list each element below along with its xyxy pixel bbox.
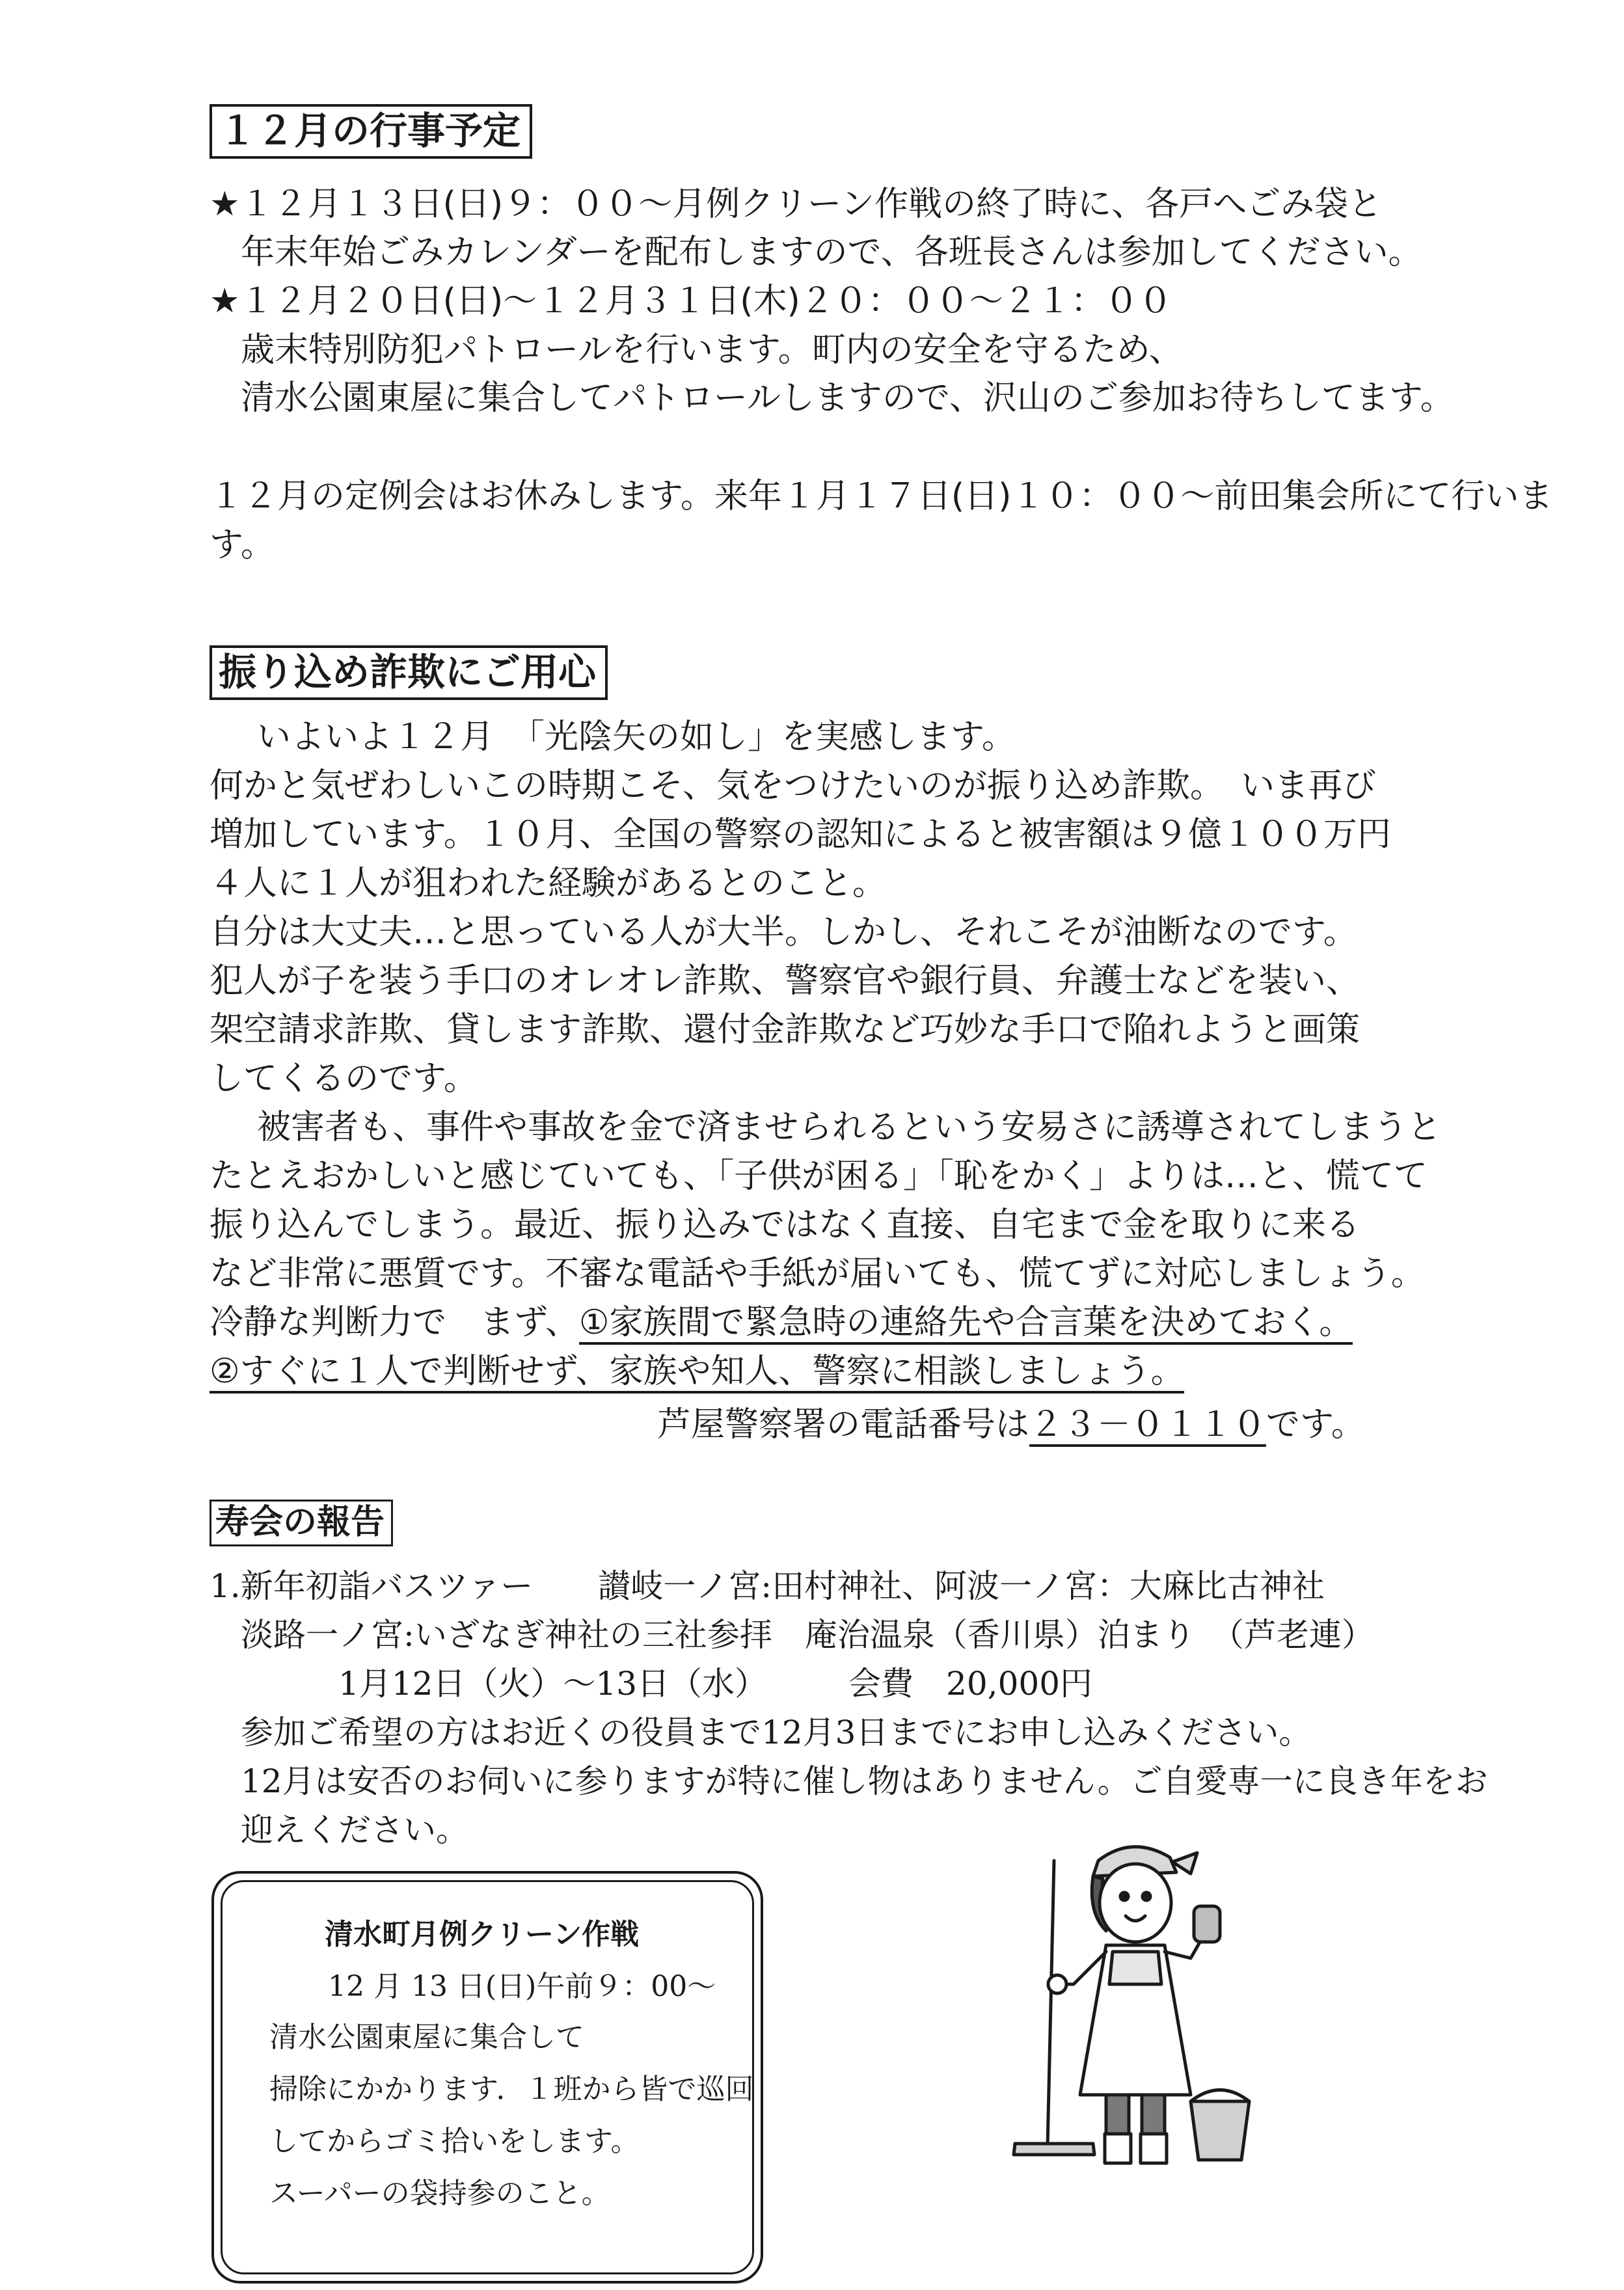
kotobuki-line-6: 迎えください。 [241,1811,468,1849]
events-line-1: ★１２月１３日(日)９：００～月例クリーン作戦の終了時に、各戸へごみ袋と [210,185,1383,224]
police-phone-number: ２３－０１１０ [1029,1405,1266,1447]
meeting-line-2: す。 [210,526,275,565]
events-line-3: ★１２月２０日(日)～１２月３１日(木)２０：００～２１：００ [210,282,1172,321]
fraud-line-4: ４人に１人が狙われた経験があるとのこと。 [210,864,887,903]
cleanup-date: 12 月 13 日(日)午前９：00～ [328,1970,716,2003]
fraud-line-6: 犯人が子を装う手口のオレオレ詐欺、警察官や銀行員、弁護士などを装い、 [210,962,1360,1001]
eye-left [1120,1893,1128,1900]
police-prefix: 芦屋警察署の電話番号は [657,1405,1030,1444]
mop-handle [1048,1861,1054,2147]
cleanup-line-3: してからゴミ拾いをします。 [269,2125,640,2158]
fraud-line-3: 増加しています。１０月、全国の警察の認知によると被害額は９億１００万円 [210,815,1391,854]
kotobuki-line-4: 参加ご希望の方はお近くの役員まで12月3日までにお申し込みください。 [241,1714,1312,1751]
fraud-advice-2 [210,1352,1184,1391]
boot-right [1141,2134,1167,2163]
boot-left [1105,2134,1131,2163]
fraud-line-8: してくるのです。 [210,1059,478,1098]
bucket-handle [1191,2090,1249,2102]
fraud-line-11: 振り込んでしまう。最近、振り込みではなく直接、自宅まで金を取りに来る [210,1206,1360,1245]
events-line-5: 清水公園東屋に集合してパトロールしますので、沢山のご参加お待ちしてます。 [241,379,1454,418]
kotobuki-heading: 寿会の報告 [210,1500,393,1546]
mop-head [1014,2144,1094,2155]
advice-prefix: 冷静な判断力で まず、 [210,1303,579,1342]
cleanup-line-1: 清水公園東屋に集合して [269,2021,584,2054]
kotobuki-line-3: 1月12日（火）～13日（水） 会費 20,000円 [338,1665,1093,1703]
fraud-line-7: 架空請求詐欺、貸します詐欺、還付金詐欺など巧妙な手口で陥れようと画策 [210,1010,1360,1049]
police-suffix: です。 [1266,1405,1365,1444]
fraud-heading: 振り込め詐欺にご用心 [210,645,608,700]
fraud-line-9: 被害者も、事件や事故を金で済ませられるという安易さに誘導されてしまうと [257,1108,1442,1147]
fraud-line-1: いよいよ１２月 「光陰矢の如し」を実感します。 [257,718,1016,757]
kotobuki-line-5: 12月は安否のお伺いに参りますが特に催し物はありません。ご自愛専一に良き年をお [241,1762,1488,1800]
meeting-line-1: １２月の定例会はお休みします。来年１月１７日(日)１０：００～前田集会所にて行いま [210,477,1553,516]
eye-right [1143,1893,1150,1900]
events-heading: １２月の行事予定 [210,104,532,159]
cleanup-line-2: 掃除にかかります．１班から皆で巡回 [269,2073,754,2106]
cleanup-notice-box [211,1871,763,2283]
apron-bib [1109,1952,1161,1984]
kotobuki-line-2: 淡路一ノ宮:いざなぎ神社の三社参拝 庵治温泉（香川県）泊まり （芦老連） [241,1616,1374,1654]
fraud-line-2: 何かと気ぜわしいこの時期こそ、気をつけたいのが振り込め詐欺。 いま再び [210,766,1376,805]
fraud-line-10: たとえおかしいと感じていても、「子供が困る」「恥をかく」よりは…と、慌てて [210,1157,1428,1196]
police-line [657,1405,1365,1444]
fraud-advice-1 [210,1303,1353,1342]
advice-consult: ②すぐに１人で判断せず、家族や知人、警察に相談しましょう。 [210,1352,1184,1394]
advice-family-contact: ①家族間で緊急時の連絡先や合言葉を決めておく。 [579,1303,1353,1345]
fraud-line-5: 自分は大丈夫…と思っている人が大半。しかし、それこそが油断なのです。 [210,913,1357,952]
face [1100,1864,1171,1942]
hand-left [1048,1975,1066,1993]
cleanup-title: 清水町月例クリーン作戦 [325,1918,640,1951]
cleaning-woman-icon [1002,1822,1275,2186]
sponge [1194,1906,1220,1942]
fraud-line-12: など非常に悪質です。不審な電話や手紙が届いても、慌てずに対応しましょう。 [210,1254,1425,1293]
cleanup-line-4: スーパーの袋持参のこと。 [269,2177,610,2210]
kotobuki-line-1: 1.新年初詣バスツァー 讃岐一ノ宮:田村神社、阿波一ノ宮：大麻比古神社 [210,1567,1325,1605]
events-line-2: 年末年始ごみカレンダーを配布しますので、各班長さんは参加してください。 [241,233,1422,272]
events-line-4: 歳末特別防犯パトロールを行います。町内の安全を守るため、 [241,330,1183,370]
bucket [1191,2101,1249,2160]
